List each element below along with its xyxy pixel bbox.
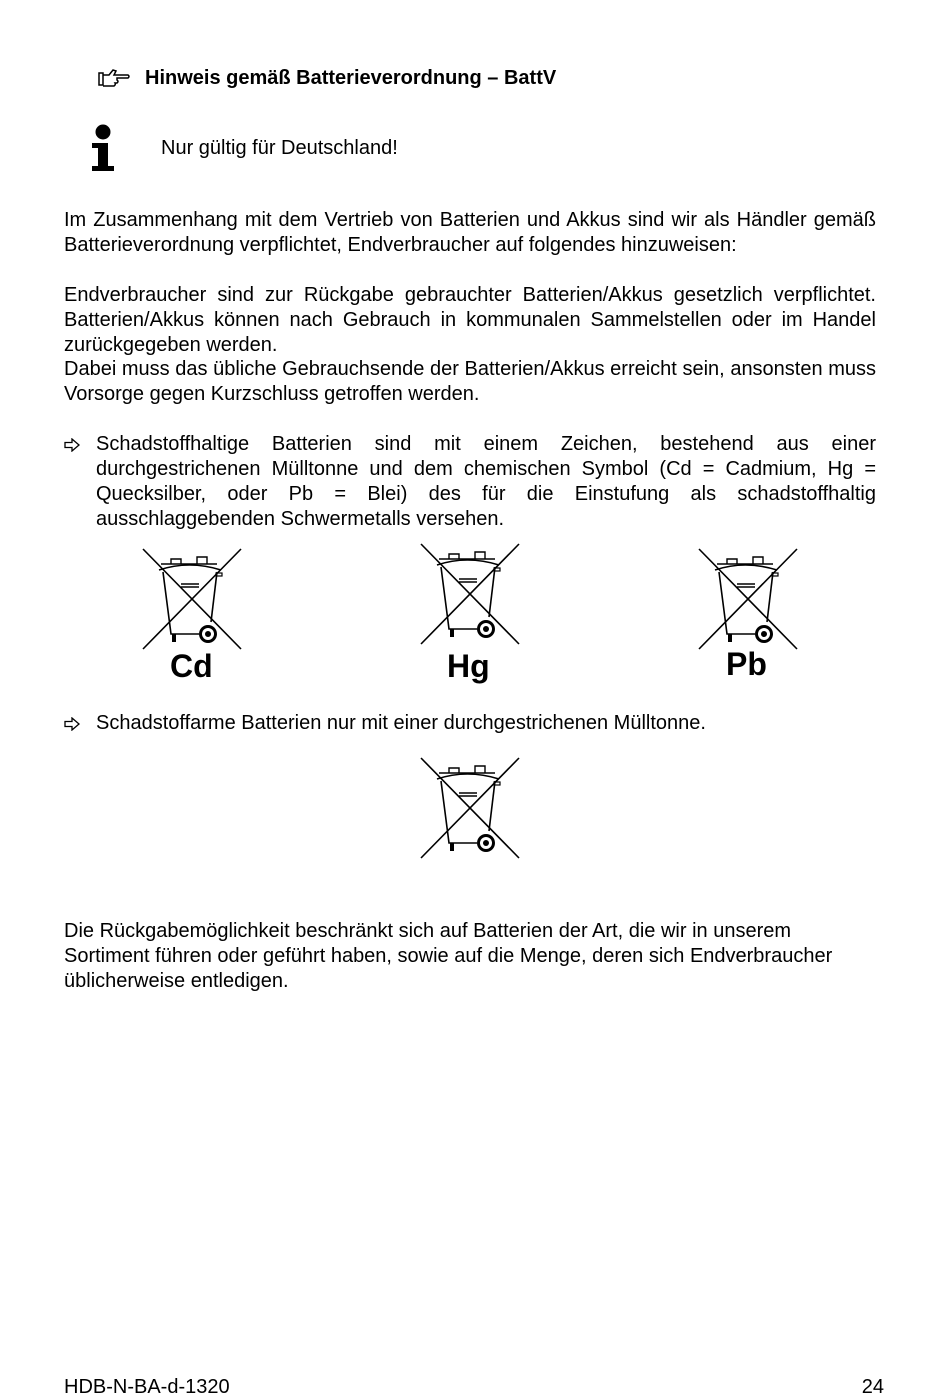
footer-page-number: 24 — [861, 1376, 884, 1398]
info-icon — [88, 124, 118, 172]
intro-paragraph: Im Zusammenhang mit dem Vertrieb von Batterien und Akkus sind wir als Händler gemäß Batterieverordnung verpflichtet, Endverbraucher auf folgendes hinzuweisen: — [64, 209, 876, 256]
discharge-paragraph: Dabei muss das übliche Gebrauchsende der Batterien/Akkus erreicht sein, ansonsten muss Vorsorge gegen Kurzschluss getroffen werden. — [64, 358, 876, 405]
obligation-paragraph: Endverbraucher sind zur Rückgabe gebrauchter Batterien/Akkus gesetzlich verpflichtet. Batterien/Akkus können nach Gebrauch in kommunalen Sammelstellen oder im Handel zurückgegeben werden. — [64, 284, 876, 356]
symbol-cd-label: Cd — [170, 648, 213, 684]
low-pollutant-bullet — [64, 711, 876, 736]
arrow-right-icon — [64, 438, 80, 452]
info-text: Nur gültig für Deutschland! — [161, 137, 398, 159]
footer-doc-id: HDB-N-BA-d-1320 — [64, 1376, 230, 1398]
symbol-hg-label: Hg — [447, 648, 490, 684]
arrow-right-icon — [64, 717, 80, 731]
heading-row — [97, 62, 556, 94]
symbol-pb-label: Pb — [726, 646, 767, 682]
limitation-paragraph: Die Rückgabemöglichkeit beschränkt sich auf Batterien der Art, die wir in unserem Sortiment führen oder geführt haben, sowie auf die Menge, deren sich Endverbraucher üblicherweise entledigen. — [64, 920, 833, 992]
crossed-bin-icon — [419, 755, 521, 861]
pointing-hand-icon — [97, 67, 131, 89]
low-pollutant-bullet-text: Schadstoffarme Batterien nur mit einer durchgestrichenen Mülltonne. — [96, 712, 706, 734]
crossed-bin-icon — [697, 546, 799, 652]
crossed-bin-icon — [141, 546, 243, 652]
crossed-bin-icon — [419, 541, 521, 647]
hazardous-bullet — [64, 432, 876, 532]
section-heading: Hinweis gemäß Batterieverordnung – BattV — [145, 66, 557, 89]
hazardous-bullet-text: Schadstoffhaltige Batterien sind mit einem Zeichen, bestehend aus einer durchgestrichenen Mülltonne und dem chemischen Symbol (Cd = Cadmium, Hg = Quecksilber, oder Pb = Blei) des für die Einstufung als schadstoffhaltig ausschlaggebenden Schwermetalls versehen. — [96, 433, 876, 530]
